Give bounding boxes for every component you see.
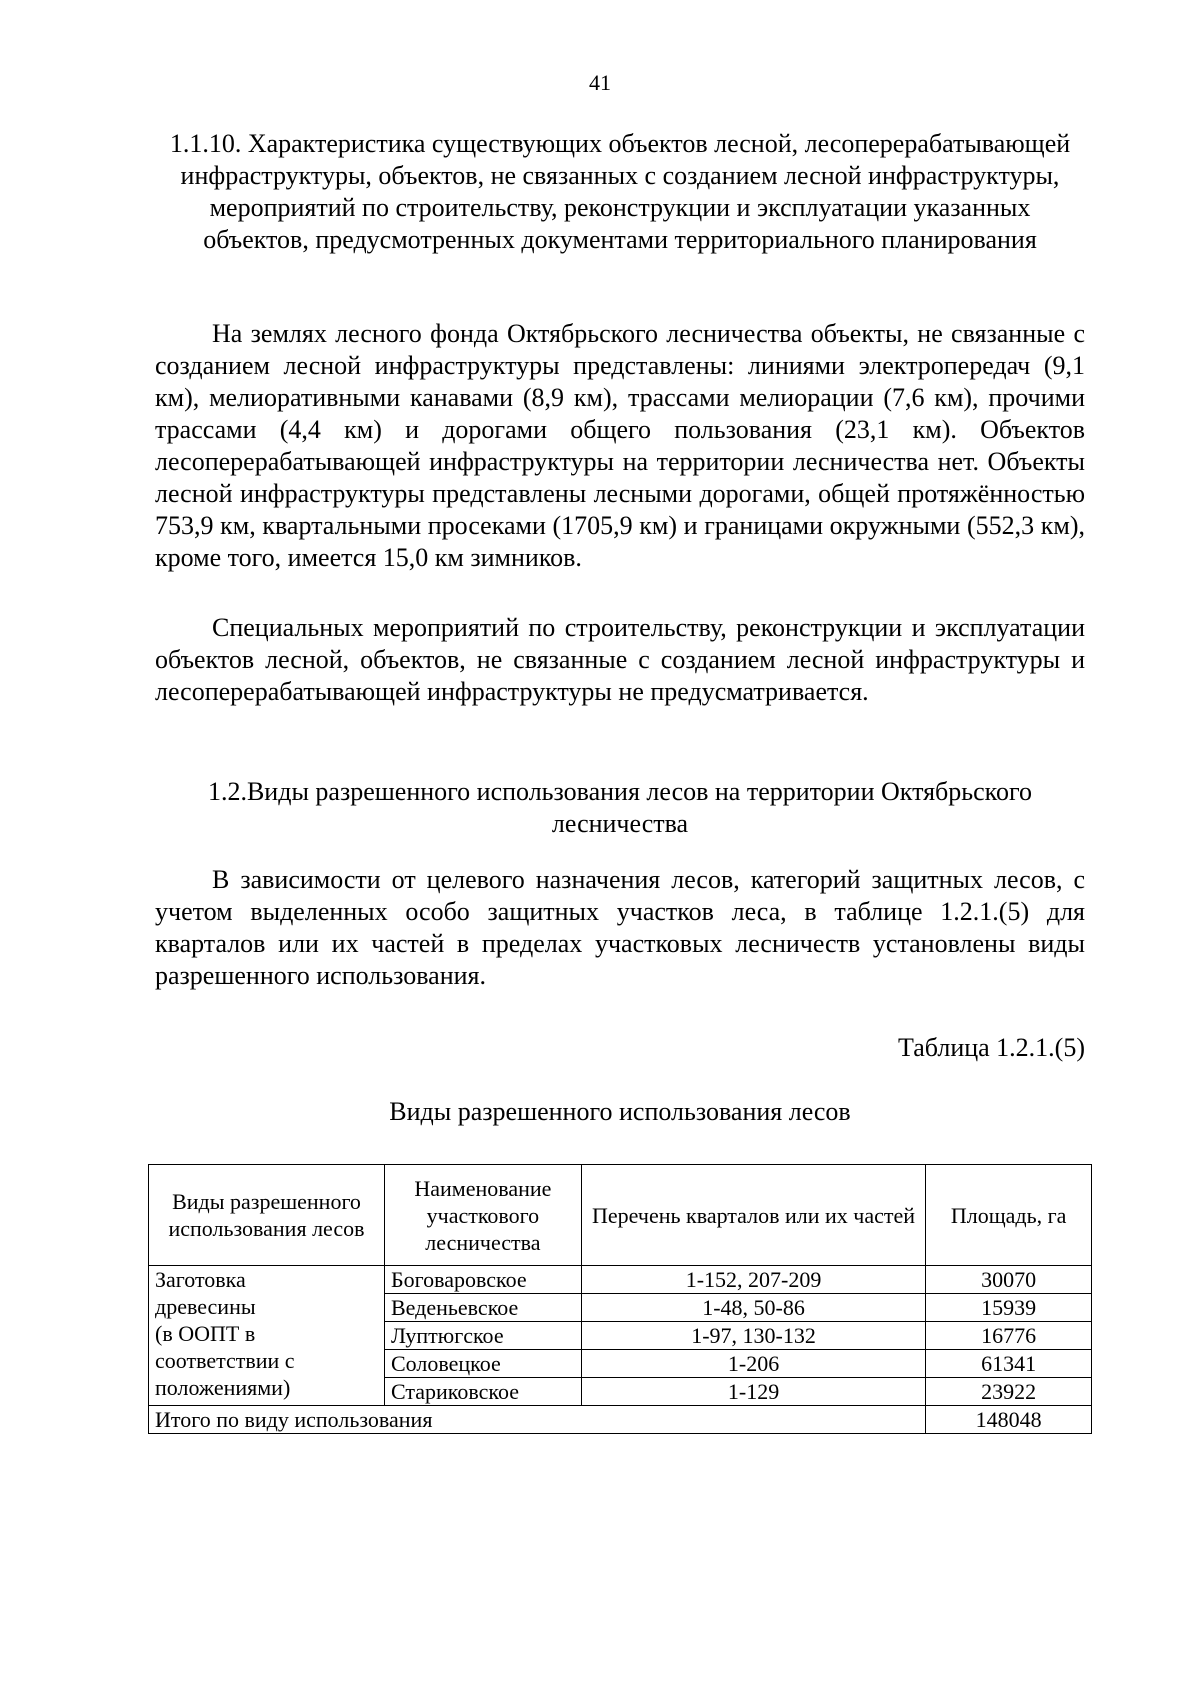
permitted-uses-table xyxy=(148,1164,1092,1434)
cell-quarters: 1-48, 50-86 xyxy=(581,1294,925,1322)
cell-forestry: Луптюгское xyxy=(385,1322,582,1350)
cell-area: 23922 xyxy=(926,1378,1092,1406)
paragraph-permitted-uses: В зависимости от целевого назначения лесов, категорий защитных лесов, с учетом выделенных особо защитных участков леса, в таблице 1.2.1.(5) для кварталов или их частей в пределах участковых лесничеств установлены виды разрешенного использования. xyxy=(155,865,1085,990)
page-number: 41 xyxy=(589,70,611,95)
table-header-row xyxy=(149,1165,1092,1266)
paragraph-infrastructure: На землях лесного фонда Октябрьского лесничества объекты, не связанные с созданием лесной инфраструктуры представлены: линиями электропередач (9,1 км), мелиоративными канавами (8,9 км), трассами мелиорации (7,6 км), прочими трассами (4,4 км) и дорогами общего пользования (23,1 км). Объектов лесоперерабатывающей инфраструктуры на территории лесничества нет. Объекты лесной инфраструктуры представлены лесными дорогами, общей протяжённостью 753,9 км, квартальными просеками (1705,9 км) и границами окружными (552,3 км), кроме того, имеется 15,0 км зимников. xyxy=(155,319,1085,572)
cell-area: 15939 xyxy=(926,1294,1092,1322)
section-heading-1-1-10: 1.1.10. Характеристика существующих объектов лесной, лесоперерабатывающей инфраструктуры, объектов, не связанных с созданием лесной инфраструктуры, мероприятий по строительству, реконструкции и эксплуатации указанных объектов, предусмотренных документами территориального планирования xyxy=(169,129,1071,254)
cell-quarters: 1-129 xyxy=(581,1378,925,1406)
cell-total-value: 148048 xyxy=(926,1406,1092,1434)
header-use-type: Виды разрешенного использования лесов xyxy=(149,1165,385,1266)
cell-forestry: Веденьевское xyxy=(385,1294,582,1322)
table-label: Таблица 1.2.1.(5) xyxy=(897,1033,1085,1062)
section-heading-1-2: 1.2.Виды разрешенного использования лесов на территории Октябрьского лесничества xyxy=(207,777,1033,838)
header-quarters: Перечень кварталов или их частей xyxy=(581,1165,925,1266)
cell-quarters: 1-97, 130-132 xyxy=(581,1322,925,1350)
table-total-row xyxy=(149,1406,1092,1434)
cell-area: 61341 xyxy=(926,1350,1092,1378)
header-area: Площадь, га xyxy=(926,1165,1092,1266)
cell-forestry: Боговаровское xyxy=(385,1266,582,1294)
cell-use-type: Заготовка древесины (в ООПТ в соответствии с положениями) xyxy=(149,1266,385,1406)
paragraph-special-measures: Специальных мероприятий по строительству, реконструкции и эксплуатации объектов лесной, объектов, не связанные с созданием лесной инфраструктуры и лесоперерабатывающей инфраструктуры не предусматривается. xyxy=(155,613,1085,706)
cell-area: 30070 xyxy=(926,1266,1092,1294)
table-title: Виды разрешенного использования лесов xyxy=(389,1097,851,1126)
cell-quarters: 1-152, 207-209 xyxy=(581,1266,925,1294)
cell-forestry: Стариковское xyxy=(385,1378,582,1406)
cell-quarters: 1-206 xyxy=(581,1350,925,1378)
cell-total-label: Итого по виду использования xyxy=(149,1406,926,1434)
header-forestry: Наименование участкового лесничества xyxy=(385,1165,582,1266)
cell-forestry: Соловецкое xyxy=(385,1350,582,1378)
cell-area: 16776 xyxy=(926,1322,1092,1350)
table-row xyxy=(149,1266,1092,1294)
